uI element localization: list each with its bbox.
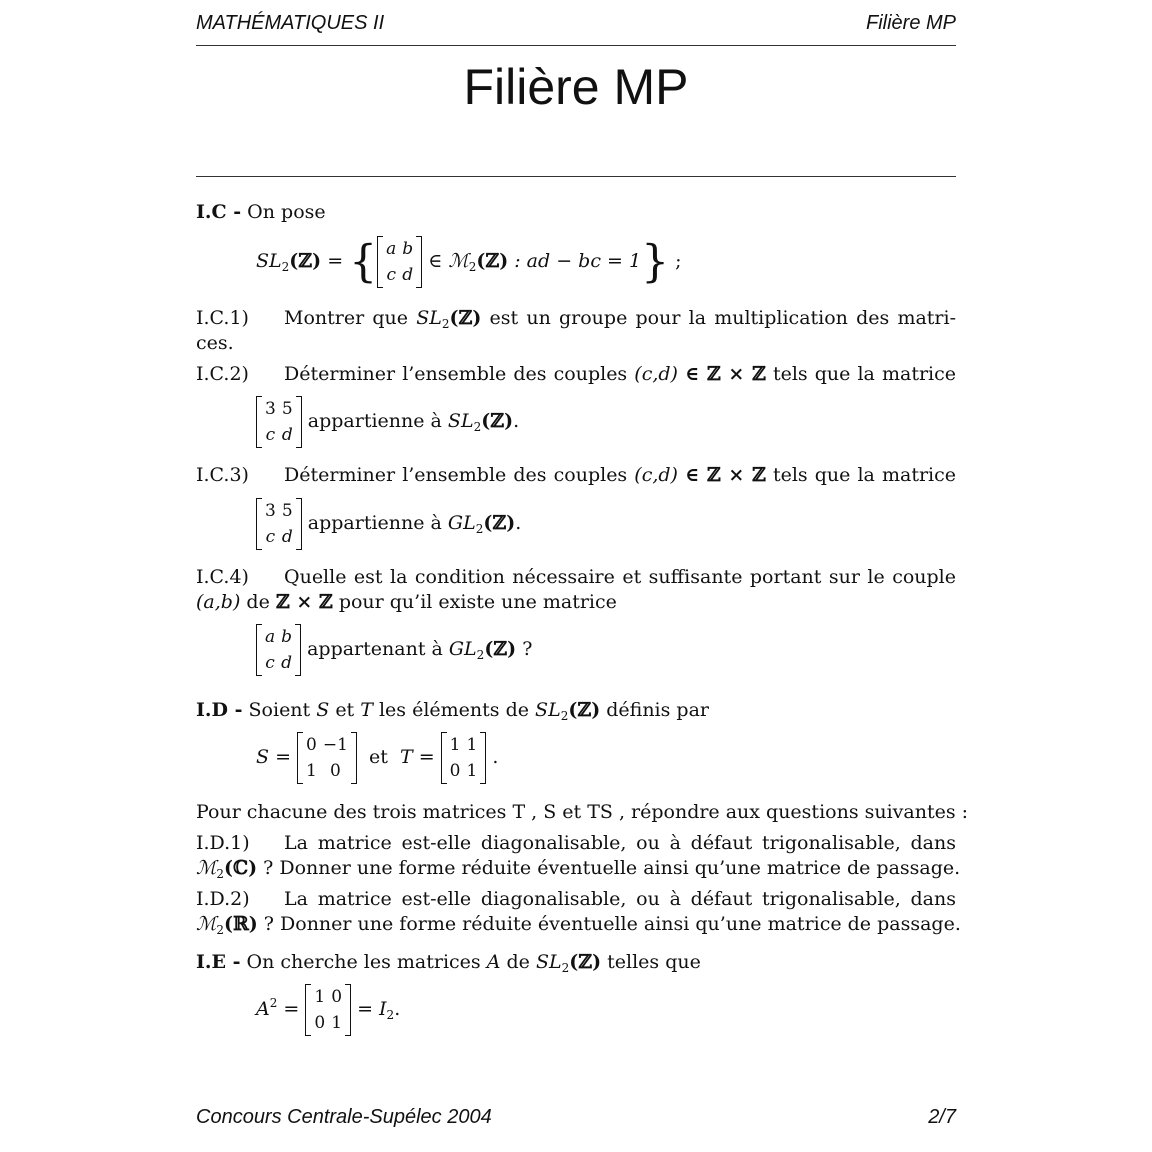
question-ic4-matrix-line: a b c d appartenant à $GL_2(ℤ)$ ?	[256, 624, 532, 676]
title-rule	[196, 176, 956, 177]
s-t-definition: S = 0 −1 1 0 et T = 1 1 0 1 .	[256, 732, 498, 784]
section-id-heading: I.D - Soient S et T les éléments de $SL_2(ℤ)$ définis par	[196, 699, 709, 723]
header-right: Filière MP	[865, 12, 956, 34]
matrix-abcd: a b c d	[256, 624, 301, 676]
identity-matrix: 1 0 0 1	[305, 984, 351, 1036]
footer-left: Concours Centrale-Supélec 2004	[196, 1106, 492, 1128]
question-id1: I.D.1) La matrice est-elle diagonalisable, ou à défaut trigonalisable, dans	[196, 832, 956, 854]
generic-matrix: a b c d	[377, 236, 422, 288]
section-ie-heading: I.E - On cherche les matrices A de $SL_2(ℤ)$ telles que	[196, 951, 701, 975]
ie-equation: $A^2$ = 1 0 0 1 = $I_2$.	[256, 984, 400, 1036]
question-ic4: I.C.4) Quelle est la condition nécessaire et suffisante portant sur le couple	[196, 566, 956, 588]
question-ic2: I.C.2) Déterminer l’ensemble des couples (c,d) ∈ ℤ × ℤ tels que la matrice	[196, 363, 957, 385]
header-left: MATHÉMATIQUES II	[196, 12, 385, 34]
matrix-35cd: 3 5 c d	[256, 498, 302, 550]
matrix-35cd: 3 5 c d	[256, 396, 302, 448]
header-rule	[196, 45, 956, 46]
question-ic3: I.C.3) Déterminer l’ensemble des couples (c,d) ∈ ℤ × ℤ tels que la matrice	[196, 464, 957, 486]
question-ic4-cont: (a,b) de ℤ × ℤ pour qu’il existe une matrice	[196, 591, 617, 613]
question-ic1-cont: ces.	[196, 332, 234, 354]
question-id1-cont: ℳ$_2$(ℂ) ? Donner une forme réduite éventuelle ainsi qu’une matrice de passage.	[196, 857, 961, 881]
page-number: 2/7	[928, 1106, 956, 1128]
question-ic1: I.C.1) Montrer que $SL_2(ℤ)$ est un groupe pour la multiplication des matri-	[196, 307, 957, 331]
question-id2-cont: ℳ$_2$(ℝ) ? Donner une forme réduite éventuelle ainsi qu’une matrice de passage.	[196, 913, 961, 937]
matrix-t: 1 1 0 1	[441, 732, 487, 784]
section-ic-heading: I.C - On pose	[196, 201, 326, 223]
question-ic2-matrix-line: 3 5 c d appartienne à $SL_2(ℤ)$.	[256, 396, 519, 448]
sl2-definition: $SL_2(ℤ)$ = { a b c d ∈ ℳ$_2$(ℤ) : ad − bc = 1} ;	[256, 236, 682, 288]
page-title: Filière MP	[463, 59, 689, 115]
question-id2: I.D.2) La matrice est-elle diagonalisable, ou à défaut trigonalisable, dans	[196, 888, 956, 910]
id-instruction: Pour chacune des trois matrices T , S et TS , répondre aux questions suivantes :	[196, 801, 969, 823]
matrix-s: 0 −1 1 0	[297, 732, 357, 784]
question-ic3-matrix-line: 3 5 c d appartienne à $GL_2(ℤ)$.	[256, 498, 521, 550]
